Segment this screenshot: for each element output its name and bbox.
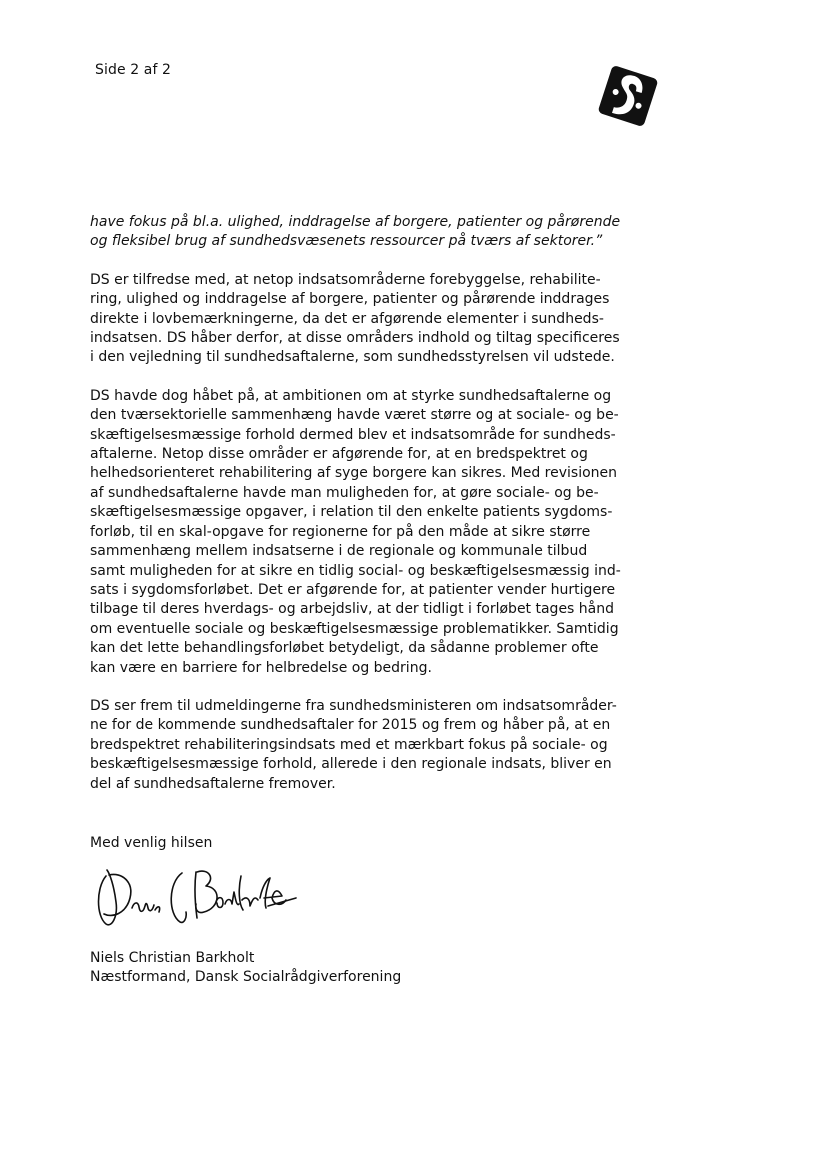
- page-number: Side 2 af 2: [95, 62, 172, 78]
- text-line: om eventuelle sociale og beskæftigelsesmæssige problematikker. Samtidig: [90, 620, 619, 637]
- text-line: ne for de kommende sundhedsaftaler for 2015 og frem og håber på, at en: [90, 717, 611, 734]
- paragraph-2: [90, 387, 650, 678]
- text-line: sats i sygdomsforløbet. Det er afgørende for, at patienter vender hurtigere: [90, 581, 616, 598]
- text-line: tilbage til deres hverdags- og arbejdsliv, at der tidligt i forløbet tages hånd: [90, 601, 615, 618]
- text-line: kan være en barriere for helbredelse og bedring.: [90, 659, 432, 676]
- text-line: direkte i lovbemærkningerne, da det er afgørende elementer i sundheds-: [90, 310, 604, 327]
- text-line: beskæftigelsesmæssige forhold, allerede i den regionale indsats, bliver en: [90, 756, 612, 773]
- text-line: den tværsektorielle sammenhæng havde været større og at sociale- og be-: [90, 407, 619, 424]
- text-line: indsatsen. DS håber derfor, at disse områders indhold og tiltag specificeres: [90, 330, 620, 347]
- text-line: samt muligheden for at sikre en tidlig social- og beskæftigelsesmæssig ind-: [90, 562, 621, 579]
- text-line: bredspektret rehabiliteringsindsats med et mærkbart fokus på sociale- og: [90, 736, 608, 753]
- text-line: af sundhedsaftalerne havde man muligheden for, at gøre sociale- og be-: [90, 484, 599, 501]
- text-line: helhedsorienteret rehabilitering af syge borgere kan sikres. Med revisionen: [90, 465, 618, 482]
- text-line: kan det lette behandlingsforløbet betydeligt, da sådanne problemer ofte: [90, 640, 599, 657]
- quote-paragraph: [90, 213, 650, 252]
- text-line: skæftigelsesmæssige opgaver, i relation til den enkelte patients sygdoms-: [90, 504, 613, 521]
- text-line: DS er tilfredse med, at netop indsatsområderne forebyggelse, rehabilite-: [90, 271, 601, 288]
- text-line: sammenhæng mellem indsatserne i de regionale og kommunale tilbud: [90, 543, 588, 560]
- ds-logo-icon: [596, 62, 660, 130]
- paragraph-1: [90, 271, 650, 368]
- text-line: have fokus på bl.a. ulighed, inddragelse af borgere, patienter og pårørende: [90, 214, 621, 230]
- text-line: skæftigelsesmæssige forhold dermed blev et indsatsområde for sundheds-: [90, 426, 616, 443]
- text-line: DS havde dog håbet på, at ambitionen om at styrke sundhedsaftalerne og: [90, 387, 612, 404]
- letter-body: [90, 213, 650, 813]
- text-line: ring, ulighed og inddragelse af borgere, patienter og pårørende inddrages: [90, 291, 610, 308]
- closing-greeting: Med venlig hilsen: [90, 835, 213, 851]
- text-line: og fleksibel brug af sundhedsvæsenets ressourcer på tværs af sektorer.”: [90, 233, 603, 250]
- signer-name: Niels Christian Barkholt: [90, 950, 255, 966]
- handwritten-signature-icon: [92, 858, 302, 930]
- signer-block: [90, 949, 401, 988]
- text-line: i den vejledning til sundhedsaftalerne, som sundhedsstyrelsen vil udstede.: [90, 349, 615, 366]
- text-line: aftalerne. Netop disse områder er afgørende for, at en bredspektret og: [90, 446, 588, 463]
- text-line: del af sundhedsaftalerne fremover.: [90, 775, 336, 792]
- text-line: DS ser frem til udmeldingerne fra sundhedsministeren om indsatsområder-: [90, 697, 617, 714]
- paragraph-3: [90, 697, 650, 794]
- signer-title: Næstformand, Dansk Socialrådgiverforening: [90, 969, 402, 986]
- text-line: forløb, til en skal-opgave for regionerne for på den måde at sikre større: [90, 523, 591, 540]
